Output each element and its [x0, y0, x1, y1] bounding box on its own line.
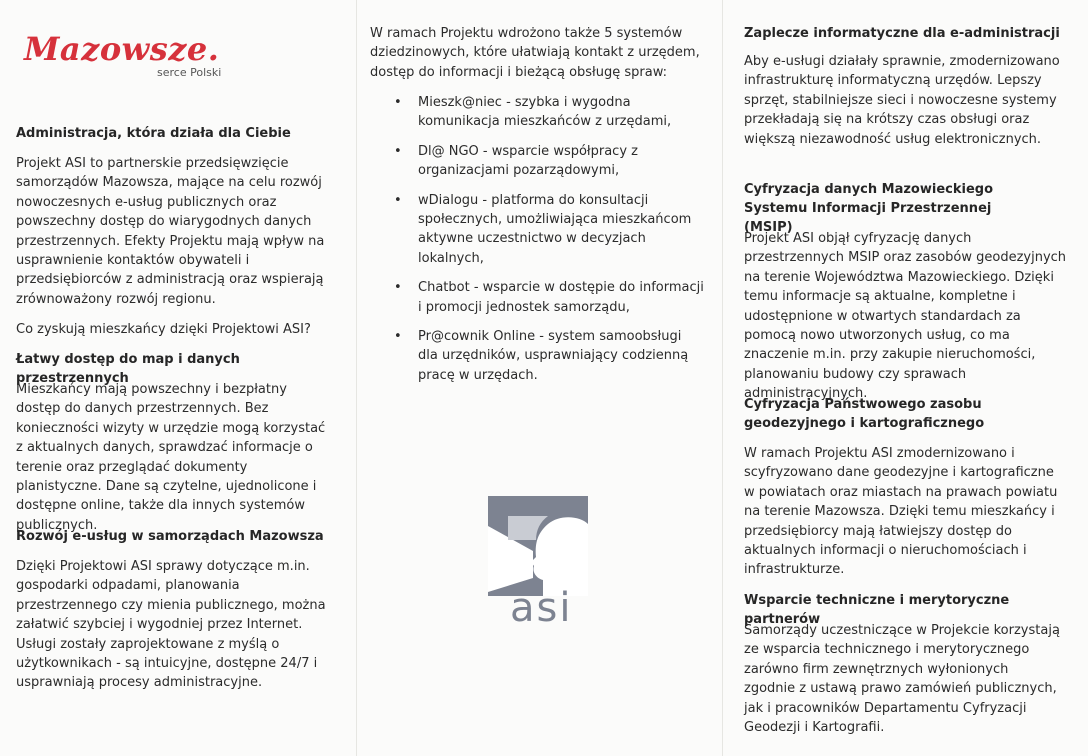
paragraph-partner-support: Samorządy uczestniczące w Projekcie korzystają ze wsparcia technicznego i merytorycznego zarówno firm zewnętrznych wyłonionych zgodnie z ustawą prawo zamówień publicznych, jak i pracowników Departamentu Cyfryzacji Geodezji i Kartografii. — [744, 623, 1060, 736]
logo-wordmark: Mazowsze. — [24, 30, 220, 68]
heading-msip: Cyfryzacja danych Mazowieckiego Systemu Informacji Przestrzennej (MSIP) — [744, 182, 993, 235]
heading-maps-access: Łatwy dostęp do map i danych przestrzennych — [16, 352, 240, 386]
paragraph-question: Co zyskują mieszkańcy dzięki Projektowi ASI? — [16, 322, 311, 337]
asi-wordmark: asi — [510, 585, 573, 631]
paragraph-geodetic-resource: W ramach Projektu ASI zmodernizowano i scyfryzowano dane geodezyjne i kartograficzne w powiatach oraz miastach na prawach powiatu na terenie Mazowsza. Dzięki temu mieszkańcy i przedsiębiorcy mają łatwiejszy dostęp do aktualnych informacji o nieruchomościach i infrastrukturze. — [744, 446, 1058, 578]
page-fold-left — [356, 0, 357, 756]
paragraph-msip: Projekt ASI objął cyfryzację danych przestrzennych MSIP oraz zasobów geodezyjnych na terenie Województwa Mazowieckiego. Dzięki temu informacje są aktualne, kompletne i udostępnione w otwartych standardach za pomocą nowo utworzonych usług, co ma znaczenie m.in. przy zakupie nieruchomości, planowaniu budowy czy sprawach administracyjnych. — [744, 231, 1067, 402]
heading-it-infrastructure: Zaplecze informatyczne dla e-administracji — [744, 26, 1060, 41]
bullet-icon: • — [394, 192, 402, 208]
paragraph-maps-access: Mieszkańcy mają powszechny i bezpłatny dostęp do danych przestrzennych. Bez konieczności wizyty w urzędzie mogą korzystać z aktualnych danych, sprawdzać informacje o terenie oraz przeglądać dokumenty planistyczne. Dane są czytelne, ujednolicone i dostępne online, także dla innych systemów publicznych. — [16, 382, 326, 533]
bullet-icon: • — [394, 143, 402, 159]
bullet-icon: • — [394, 329, 402, 345]
logo-tagline: serce Polski — [157, 66, 222, 79]
list-item: • Chatbot - wsparcie w dostępie do informacji i promocji jednostek samorządu, — [394, 280, 704, 315]
heading-administration: Administracja, która działa dla Ciebie — [16, 126, 291, 141]
list-item: • wDialogu - platforma do konsultacji społecznych, umożliwiająca mieszkańcom aktywne uczestnictwo w decyzjach lokalnych, — [394, 192, 692, 266]
list-item: • Dl@ NGO - wsparcie współpracy z organizacjami pozarządowymi, — [394, 143, 638, 179]
mazowsze-logo — [24, 30, 234, 85]
paragraph-it-infrastructure: Aby e-usługi działały sprawnie, zmodernizowano infrastrukturę informatyczną urzędów. Lepszy sprzęt, stabilniejsze sieci i nowoczesne systemy przekładają się na krótszy czas obsługi oraz większą niezawodność usług elektronicznych. — [744, 54, 1060, 147]
paragraph-eservices: Dzięki Projektowi ASI sprawy dotyczące m.in. gospodarki odpadami, planowania przestrzennego czy mienia publicznego, można załatwić szybciej i wygodniej przez Internet. Usługi zostały zaprojektowane z myślą o użytkownikach - są intuicyjne, dostępne 24/7 i usprawniają procesy administracyjne. — [16, 559, 326, 691]
paragraph-project-intro: Projekt ASI to partnerskie przedsięwzięcie samorządów Mazowsza, mające na celu rozwój nowoczesnych e-usług publicznych oraz powszechny dostęp do wiarygodnych danych przestrzennych. Efekty Projektu mają wpływ na usprawnienie kontaktów obywateli i przedsiębiorców z administracją oraz wspierają zrównoważony rozwój regionu. — [16, 156, 325, 307]
heading-eservices: Rozwój e-usług w samorządach Mazowsza — [16, 529, 324, 544]
page-fold-right — [722, 0, 723, 756]
heading-partner-support: Wsparcie techniczne i merytoryczne partnerów — [744, 593, 1010, 627]
bullet-icon: • — [394, 95, 402, 110]
systems-list — [370, 93, 705, 385]
list-item: • Pr@cownik Online - system samoobsługi dla urzędników, usprawniający codzienną pracę w urzędach. — [394, 329, 689, 383]
paragraph-systems-intro: W ramach Projektu wdrożono także 5 systemów dziedzinowych, które ułatwiają kontakt z urzędem, dostęp do informacji i bieżącą obsługę spraw: — [370, 26, 700, 80]
bullet-icon: • — [394, 280, 402, 296]
list-item: • Mieszk@niec - szybka i wygodna komunikacja mieszkańców z urzędami, — [394, 95, 672, 130]
heading-geodetic-resource: Cyfryzacja Państwowego zasobu geodezyjnego i kartograficznego — [744, 397, 985, 431]
